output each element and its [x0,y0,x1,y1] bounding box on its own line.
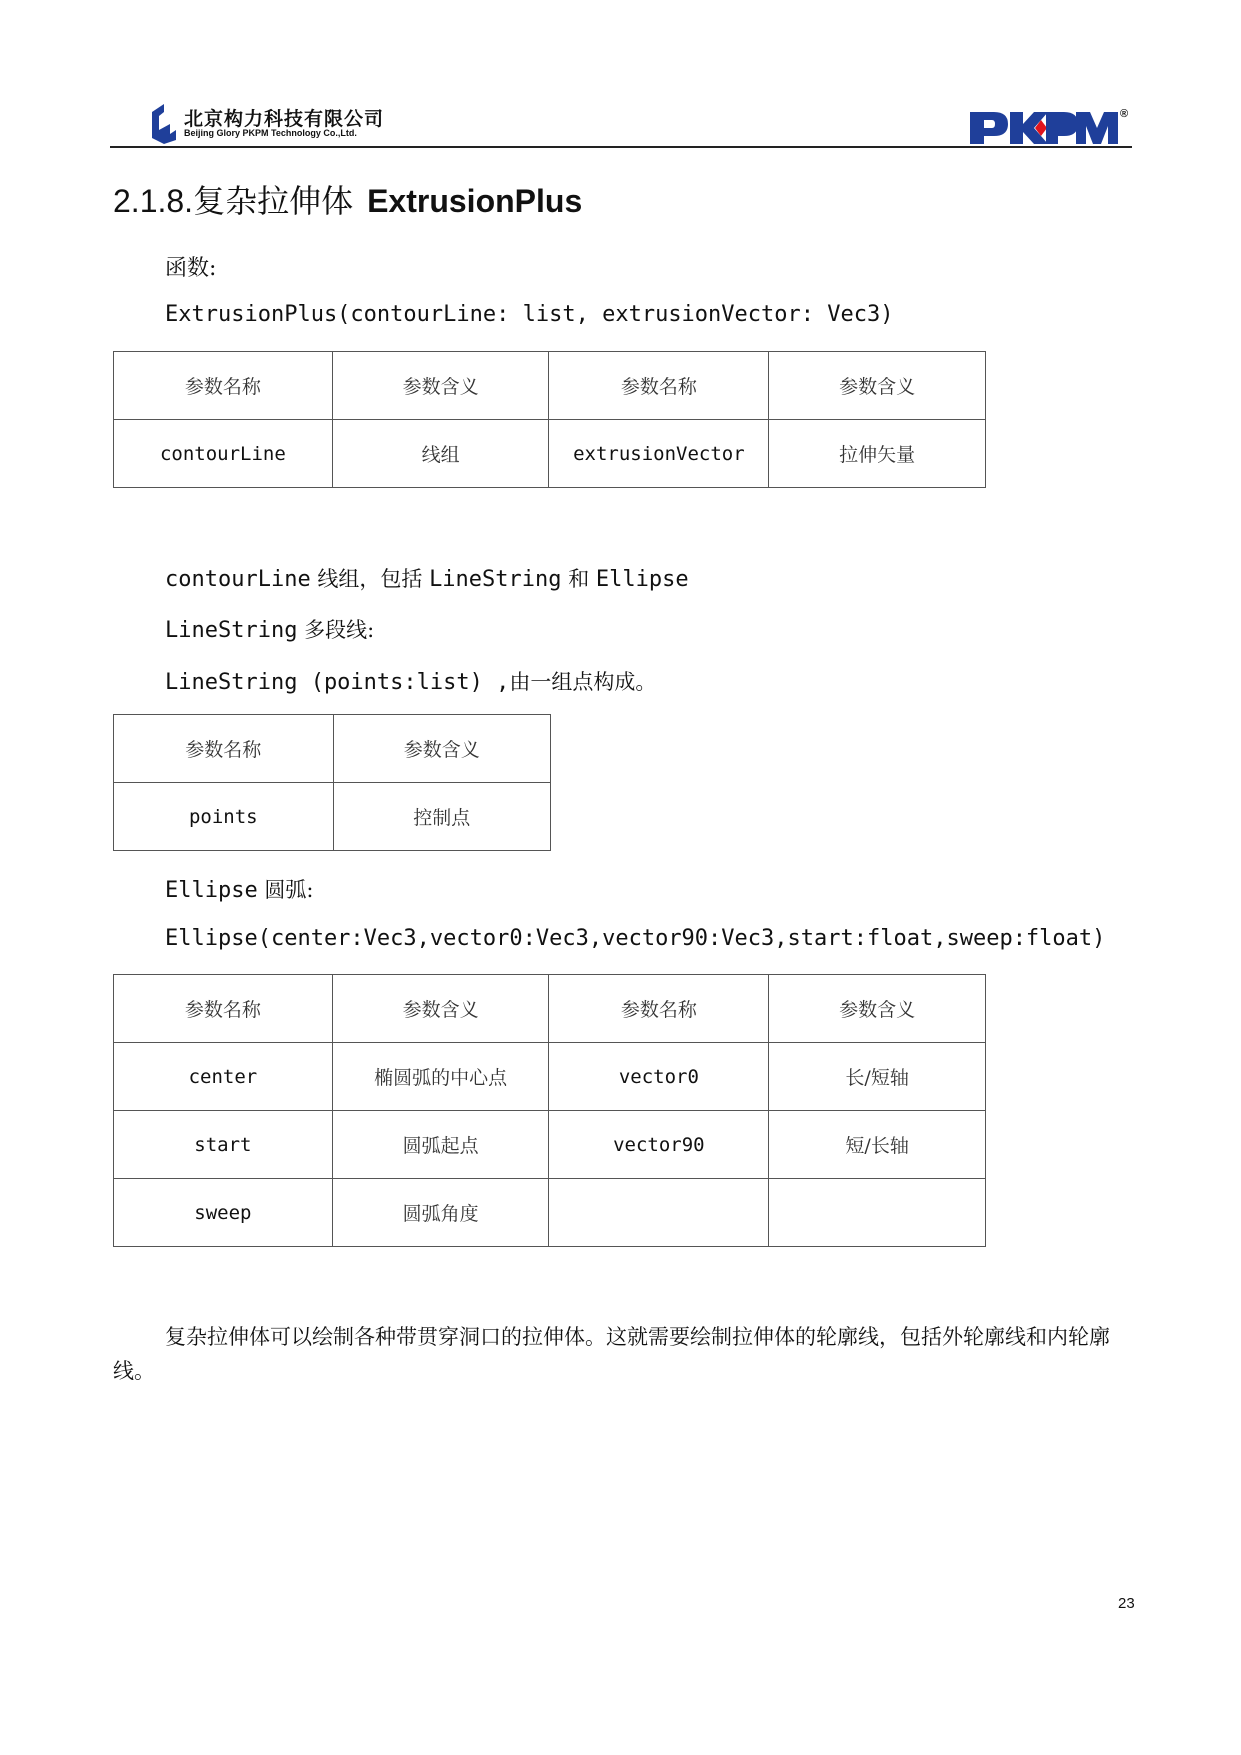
table-header-row [114,352,986,420]
ellipse-heading: Ellipse 圆弧: [165,878,314,903]
linestring-heading: LineString 多段线: [165,618,375,643]
header-cell: 参数名称 [549,352,769,420]
table-row [114,1179,986,1247]
contourline-description: contourLine 线组，包括 LineString 和 Ellipse [165,567,689,592]
param-name: contourLine [114,420,333,488]
table-row [114,783,551,851]
param-meaning: 短/长轴 [769,1111,986,1179]
param-meaning: 圆弧角度 [332,1179,549,1247]
param-name: center [114,1043,333,1111]
param-name: vector0 [549,1043,769,1111]
header-cell: 参数含义 [333,715,550,783]
params-table-extrusionplus [113,351,986,488]
header-cell: 参数名称 [114,975,333,1043]
table-row [114,1111,986,1179]
header-cell: 参数含义 [332,352,549,420]
param-name: extrusionVector [549,420,769,488]
header-cell: 参数名称 [549,975,769,1043]
page-number: 23 [1118,1595,1135,1612]
table-header-row [114,975,986,1043]
header-cell: 参数含义 [332,975,549,1043]
function-label: 函数: [165,256,217,281]
section-title-en: ExtrusionPlus [367,183,583,219]
param-meaning [769,1179,986,1247]
section-title-cn: 复杂拉伸体 [193,182,354,220]
body-paragraph: 复杂拉伸体可以绘制各种带贯穿洞口的拉伸体。这就需要绘制拉伸体的轮廓线，包括外轮廓线和内轮廓线。 [113,1325,1110,1383]
param-meaning: 圆弧起点 [332,1111,549,1179]
company-name-cn: 北京构力科技有限公司 [184,109,385,130]
pkpm-logo-icon [968,110,1118,146]
param-name: start [114,1111,333,1179]
table-row [114,1043,986,1111]
param-meaning: 长/短轴 [769,1043,986,1111]
section-number: 2.1.8. [113,183,194,219]
param-name: sweep [114,1179,333,1247]
param-name [549,1179,769,1247]
header-cell: 参数名称 [114,352,333,420]
linestring-signature: LineString (points:list) ,由一组点构成。 [165,670,657,695]
company-logo-icon [150,102,178,144]
param-meaning: 椭圆弧的中心点 [332,1043,549,1111]
registered-mark: ® [1120,108,1129,120]
table-row [114,420,986,488]
header-cell: 参数含义 [769,975,986,1043]
param-name: vector90 [549,1111,769,1179]
param-meaning: 线组 [332,420,549,488]
header-cell: 参数含义 [769,352,986,420]
ellipse-signature: Ellipse(center:Vec3,vector0:Vec3,vector90:Vec3,start:float,sweep:float) [165,926,1106,951]
param-name: points [114,783,334,851]
table-header-row [114,715,551,783]
param-meaning: 拉伸矢量 [769,420,986,488]
header-cell: 参数名称 [114,715,334,783]
param-meaning: 控制点 [333,783,550,851]
header-divider [110,146,1132,148]
function-signature: ExtrusionPlus(contourLine: list, extrusionVector: Vec3) [165,302,894,327]
params-table-ellipse [113,974,986,1247]
section-title [113,176,582,222]
params-table-linestring [113,714,551,851]
company-name-en: Beijing Glory PKPM Technology Co.,Ltd. [184,128,357,138]
